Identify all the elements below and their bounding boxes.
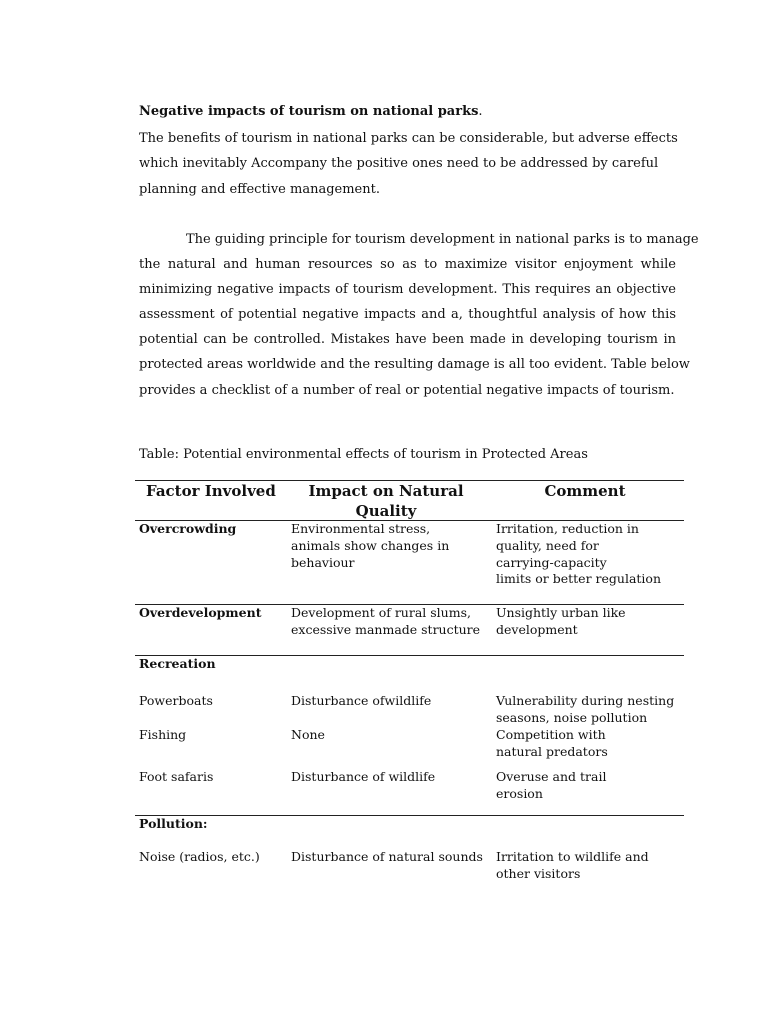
header-impact: [286, 481, 486, 521]
body-line: protected areas worldwide and the resulting damage is all too evident. Table below: [139, 357, 690, 373]
row-comment-fishing: [496, 727, 608, 761]
cell-line: Irritation to wildlife and: [496, 849, 649, 864]
group-label-recreation: Recreation: [139, 656, 216, 671]
body-line: the natural and human resources so as to maximize visitor enjoyment while: [139, 257, 676, 273]
cell-line: Competition with: [496, 727, 606, 742]
row-impact-fishing: None: [291, 727, 325, 742]
row-comment-foot-safaris: [496, 769, 606, 803]
row-rule: [135, 655, 684, 656]
row-impact-foot-safaris: Disturbance of wildlife: [291, 769, 436, 784]
body-line: potential can be controlled. Mistakes have been made in developing tourism in: [139, 332, 676, 348]
body-line: provides a checklist of a number of real or potential negative impacts of tourism.: [139, 382, 675, 398]
cell-line: Vulnerability during nesting: [496, 693, 675, 708]
section-heading-period: .: [478, 104, 483, 119]
row-factor-overdevelopment: Overdevelopment: [139, 605, 262, 620]
row-factor-noise: Noise (radios, etc.): [139, 849, 260, 864]
row-factor-powerboats: Powerboats: [139, 693, 213, 708]
row-comment-overdevelopment: [496, 605, 626, 639]
header-factor: Factor Involved: [146, 482, 276, 500]
cell-line: behaviour: [291, 554, 355, 570]
row-impact-overcrowding: [291, 521, 449, 571]
body-line: minimizing negative impacts of tourism development. This requires an objective: [139, 282, 676, 298]
intro-line: The benefits of tourism in national parks can be considerable, but adverse effects: [139, 131, 678, 146]
cell-line: Overuse and trail: [496, 769, 607, 784]
cell-line: excessive manmade structure: [291, 621, 481, 637]
row-factor-foot-safaris: Foot safaris: [139, 769, 214, 784]
body-line: assessment of potential negative impacts and a, thoughtful analysis of how this: [139, 307, 676, 323]
cell-line: carrying-capacity: [496, 554, 607, 570]
row-factor-overcrowding: Overcrowding: [139, 521, 237, 536]
cell-line: Unsightly urban like: [496, 605, 626, 620]
row-factor-fishing: Fishing: [139, 727, 187, 742]
cell-line: quality, need for: [496, 537, 599, 553]
row-rule: [135, 815, 684, 816]
cell-line: animals show changes in: [291, 537, 450, 553]
section-heading-text: Negative impacts of tourism on national parks: [139, 104, 479, 119]
intro-line: planning and effective management.: [139, 181, 380, 197]
cell-line: limits or better regulation: [496, 571, 661, 587]
section-heading: [139, 103, 483, 121]
cell-line: seasons, noise pollution: [496, 709, 648, 725]
cell-line: Development of rural slums,: [291, 605, 471, 620]
intro-paragraph: [139, 126, 678, 202]
row-comment-powerboats: [496, 693, 674, 727]
cell-line: Environmental stress,: [291, 521, 431, 536]
table-caption: Table: Potential environmental effects of tourism in Protected Areas: [139, 447, 588, 462]
cell-line: natural predators: [496, 743, 608, 759]
cell-line: other visitors: [496, 865, 581, 881]
cell-line: development: [496, 621, 578, 637]
cell-line: Irritation, reduction in: [496, 521, 639, 536]
cell-line: erosion: [496, 785, 543, 801]
row-impact-noise: Disturbance of natural sounds: [291, 849, 483, 864]
body-paragraph: [139, 227, 699, 403]
header-impact-line: Quality: [355, 502, 417, 520]
row-impact-powerboats: Disturbance ofwildlife: [291, 693, 432, 708]
row-comment-overcrowding: [496, 521, 661, 588]
row-impact-overdevelopment: [291, 605, 480, 639]
intro-line: which inevitably Accompany the positive ones need to be addressed by careful: [139, 156, 659, 172]
header-impact-line: Impact on Natural: [308, 482, 464, 500]
row-comment-noise: [496, 849, 649, 883]
header-comment: Comment: [544, 482, 626, 500]
body-line: The guiding principle for tourism development in national parks is to manage: [186, 232, 699, 247]
group-label-pollution: Pollution:: [139, 816, 208, 831]
